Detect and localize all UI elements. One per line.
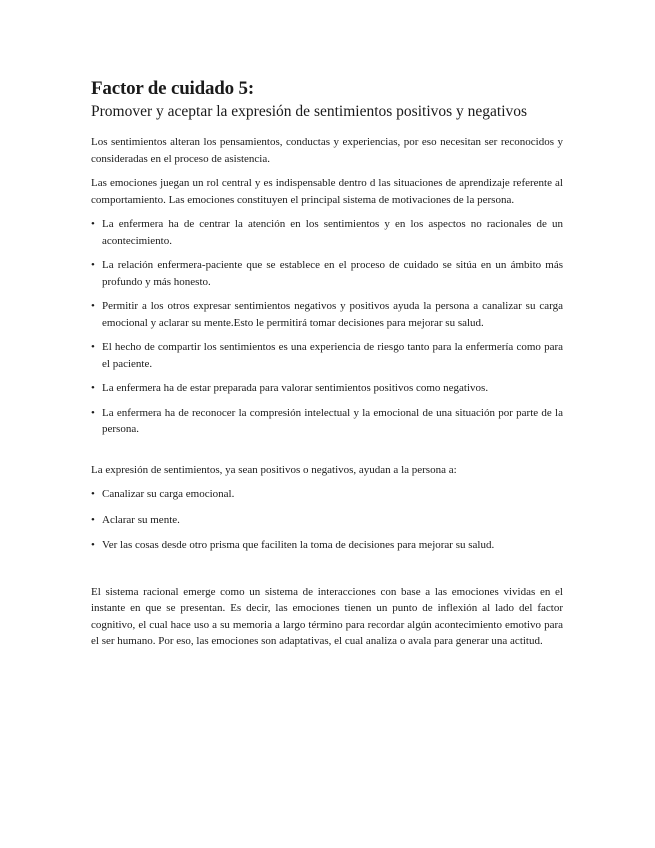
paragraph-intro: Los sentimientos alteran los pensamientos, conductas y experiencias, por eso necesitan ser reconocidos y consideradas en el proceso de asistencia. — [91, 136, 563, 165]
list-item-text: Aclarar su mente. — [102, 513, 180, 526]
list-item — [91, 512, 563, 529]
bullet-icon: • — [91, 539, 95, 551]
list-item-text: La enfermera ha de centrar la atención en los sentimientos y en los aspectos no racionales de un acontecimiento. — [102, 218, 563, 247]
paragraph-emotions: Las emociones juegan un rol central y es indispensable dentro d las situaciones de aprendizaje referente al comportamiento. Las emociones constituyen el principal sistema de motivaciones de la persona. — [91, 177, 563, 206]
document-page — [91, 78, 563, 658]
list-item-text: Canalizar su carga emocional. — [102, 488, 235, 500]
paragraph-closing: El sistema racional emerge como un sistema de interacciones con base a las emociones vividas en el instante en que se presentan. Es decir, las emociones tienen un punto de inflexión al lado del factor cognitivo, el cual hace uso a su memoria a largo término para recordar algún acontecimiento emotivo para el ser humano. Por eso, las emociones son adaptativas, el cual analiza o avala para generar una actitud. — [91, 585, 563, 647]
document-subtitle: Promover y aceptar la expresión de sentimientos positivos y negativos — [91, 103, 528, 120]
list-item-text: La relación enfermera-paciente que se establece en el proceso de cuidado se sitúa en un ámbito más profundo y más honesto. — [102, 259, 563, 288]
list-item-text: Ver las cosas desde otro prisma que faciliten la toma de decisiones para mejorar su salud. — [102, 539, 495, 551]
bullet-icon: • — [91, 513, 95, 526]
list-item — [91, 257, 563, 290]
list-item — [91, 216, 563, 249]
list-item-text: Permitir a los otros expresar sentimientos negativos y positivos ayuda la persona a canalizar su carga emocional y aclarar su mente.Esto le permitirá tomar decisiones para mejorar su salud. — [102, 300, 563, 329]
list-item — [91, 298, 563, 331]
list-item-text: La enfermera ha de reconocer la compresión intelectual y la emocional de una situación por parte de la persona. — [102, 406, 563, 435]
list-item-text: El hecho de compartir los sentimientos es una experiencia de riesgo tanto para la enfermería como para el paciente. — [102, 341, 563, 370]
list-item — [91, 537, 563, 554]
list-item — [91, 405, 563, 438]
list-item — [91, 486, 563, 503]
nurse-feelings-list — [91, 216, 563, 438]
paragraph-expression-intro: La expresión de sentimientos, ya sean positivos o negativos, ayudan a la persona a: — [91, 463, 457, 476]
list-item — [91, 339, 563, 372]
bullet-icon: • — [91, 300, 95, 312]
bullet-icon: • — [91, 488, 95, 500]
expression-benefits-list — [91, 486, 563, 554]
document-title: Factor de cuidado 5: — [91, 78, 254, 99]
bullet-icon: • — [91, 406, 95, 419]
bullet-icon: • — [91, 382, 95, 394]
list-item-text: La enfermera ha de estar preparada para valorar sentimientos positivos como negativos. — [102, 382, 489, 394]
bullet-icon: • — [91, 341, 95, 353]
bullet-icon: • — [91, 218, 95, 230]
list-item — [91, 380, 563, 397]
bullet-icon: • — [91, 259, 95, 271]
